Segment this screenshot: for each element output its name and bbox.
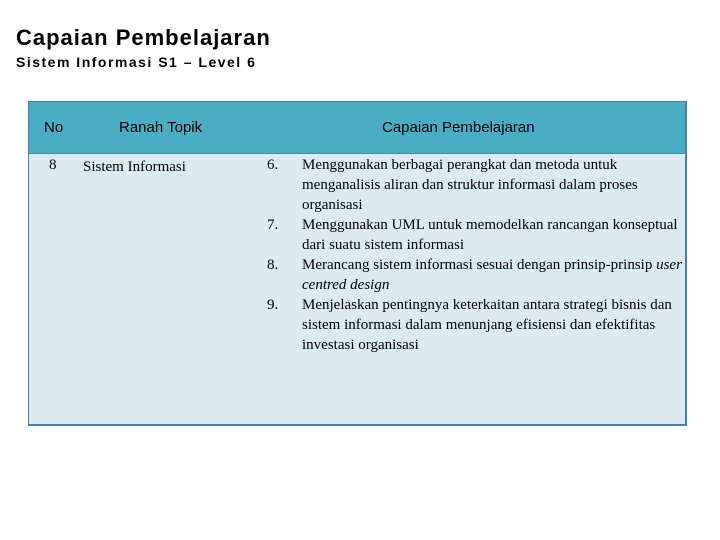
outcome-text-italic: user centred design xyxy=(302,257,682,293)
outcome-number: 9. xyxy=(267,297,279,313)
column-header-no: No xyxy=(44,119,64,136)
outcome-text: Menjelaskan pentingnya keterkaitan antara strategi bisnis dan sistem informasi dalam menunjang efisiensi dan efektifitas investasi organisasi xyxy=(302,297,672,353)
capaian-list xyxy=(259,155,684,355)
outcome-item-6 xyxy=(259,155,684,215)
outcome-text-plain: Merancang sistem informasi sesuai dengan prinsip-prinsip xyxy=(302,257,657,273)
outcome-text: Menggunakan berbagai perangkat dan metoda untuk menganalisis aliran dan struktur informasi dalam proses organisasi xyxy=(302,157,638,213)
column-header-capaian: Capaian Pembelajaran xyxy=(382,119,535,136)
outcome-item-7 xyxy=(259,215,684,255)
page-subtitle: Sistem Informasi S1 – Level 6 xyxy=(16,54,257,70)
page-title: Capaian Pembelajaran xyxy=(16,25,271,50)
table-header-row xyxy=(29,102,685,154)
outcome-item-8 xyxy=(259,255,684,295)
ranah-topik-cell: Sistem Informasi xyxy=(83,159,186,175)
outcome-item-9 xyxy=(259,295,684,355)
column-header-ranah-topik: Ranah Topik xyxy=(119,119,203,136)
outcome-number: 8. xyxy=(267,257,279,273)
row-number-cell: 8 xyxy=(49,157,57,173)
learning-outcomes-table xyxy=(28,101,687,426)
outcome-number: 7. xyxy=(267,217,279,233)
outcome-number: 6. xyxy=(267,157,279,173)
outcome-text: Menggunakan UML untuk memodelkan rancangan konseptual dari suatu sistem informasi xyxy=(302,217,678,253)
outcome-text xyxy=(302,257,682,293)
